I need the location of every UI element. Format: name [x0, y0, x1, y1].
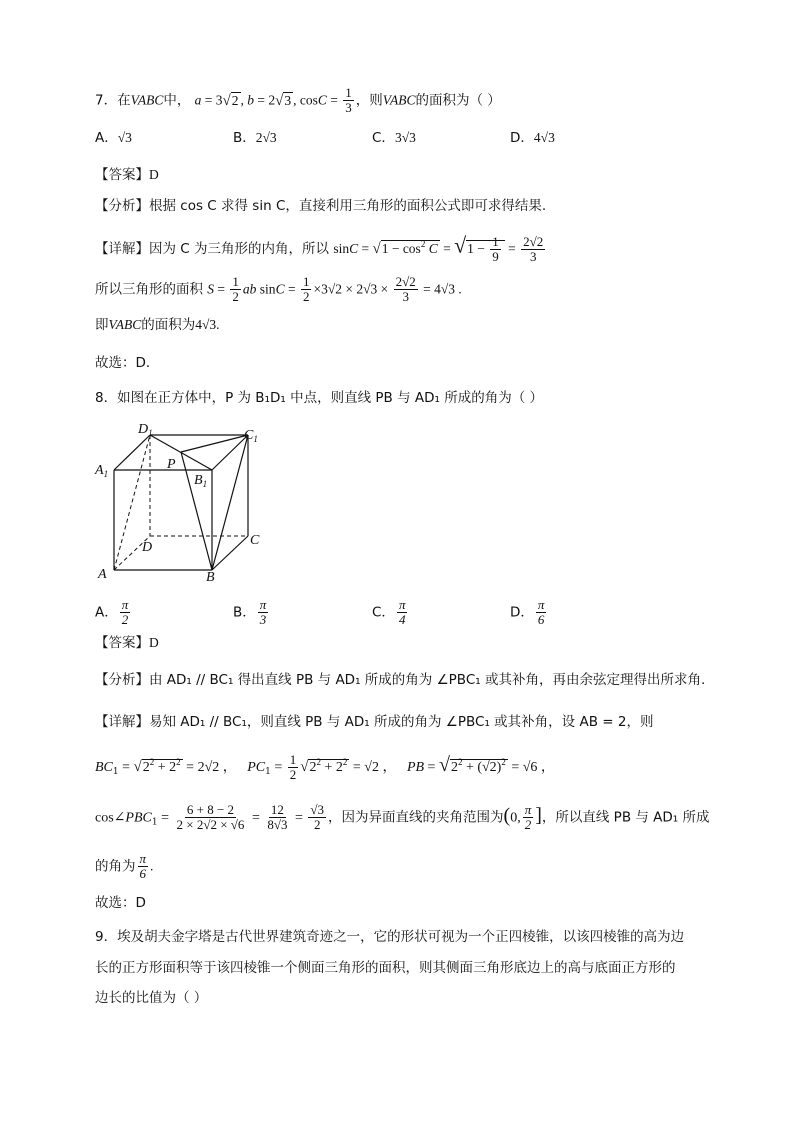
q7-detail-2: 所以三角形的面积 S = $\frac{1}{2}$ ab sinC = $\frac{1}{2}$ ×3√2 × 2√3 × $\frac{2√2}{3}$ = 4√3 . [95, 274, 462, 304]
q8-conclusion: 故选：D [95, 895, 146, 911]
q8-detail-2: $BC_1 = √2^2 + 2^2 = 2√2$ ， $PC_1$ = $\frac{1}{2}$ $√2^2 + 2^2 = √2$ ， PB = $√2^2 + (√2)^2 = √6$ ， [95, 751, 555, 782]
label-d: D [142, 540, 153, 555]
label-p: P [167, 457, 176, 472]
q7-option-c[interactable]: C．3√3 [372, 130, 416, 146]
q7-detail-3: 即VABC的面积为4√3. [95, 317, 220, 333]
q9-line-3: 边长的比值为（ ） [95, 990, 208, 1006]
q8-option-b[interactable]: B． $\frac{\pi}{3}$ [233, 597, 267, 627]
q7-answer: 【答案】D [95, 167, 159, 183]
q8-stem: 8．如图在正方体中，P 为 B₁D₁ 中点，则直线 PB 与 AD₁ 所成的角为（ ） [95, 390, 543, 406]
label-d1: $D_1$ [138, 422, 153, 438]
q8-detail-1: 【详解】易知 AD₁ // BC₁，则直线 PB 与 AD₁ 所成的角为 ∠PBC₁ 或其补角，设 AB = 2，则 [95, 714, 654, 730]
q7-conclusion: 故选：D． [95, 355, 160, 371]
q8-option-a[interactable]: A． $\frac{\pi}{2}$ [95, 597, 129, 627]
label-a1: $A_1$ [95, 463, 109, 479]
label-c1: $C_1$ [244, 428, 258, 444]
q7-option-b[interactable]: B．2√3 [233, 130, 277, 146]
cube-figure [92, 418, 272, 588]
label-b1: $B_1$ [194, 473, 208, 489]
q7-analysis: 【分析】根据 cos C 求得 sin C，直接利用三角形的面积公式即可求得结果. [95, 198, 547, 214]
q8-analysis: 【分析】由 AD₁ // BC₁ 得出直线 PB 与 AD₁ 所成的角为 ∠PBC₁ 或其补角，再由余弦定理得出所求角. [95, 672, 706, 688]
label-c: C [250, 533, 260, 548]
q7-option-d[interactable]: D．4√3 [510, 130, 555, 146]
q8-detail-3: $\cos\angle PBC_1$ = $\frac{6 + 8 - 2}{2 \times 2√2 \times √6}$ = $\frac{12}{8√3}$ = $\frac{√3}{2}$ ，因为异面直线的夹角范围为(0, $\frac{\pi}{2}$ ]，所以直线 PB 与 AD₁ 所成 [95, 802, 710, 832]
q8-answer: 【答案】D [95, 635, 159, 651]
q8-option-c[interactable]: C． $\frac{\pi}{4}$ [372, 597, 406, 627]
q9-line-1: 9．埃及胡夫金字塔是古代世界建筑奇迹之一，它的形状可视为一个正四棱锥，以该四棱锥的高为边 [95, 929, 685, 945]
q7-stem: 7．在VABC中， a = 3√2 , b = 2√3 , cosC = $\frac{1}{3}$ ，则VABC的面积为（ ） [95, 85, 501, 115]
label-a: A [98, 567, 107, 582]
q7-option-a[interactable]: A．√3 [95, 130, 132, 146]
label-b: B [206, 570, 215, 585]
q8-option-d[interactable]: D． $\frac{\pi}{6}$ [510, 597, 545, 627]
q8-detail-4: 的角为 $\frac{\pi}{6}$ . [95, 851, 154, 881]
q7-detail-1: 【详解】因为 C 为三角形的内角，所以 $\sin C = √1 - \cos^2 C = √1$ − $\frac{1}{9}$ = $\frac{2√2}{3}$ [95, 233, 544, 265]
q9-line-2: 长的正方形面积等于该四棱锥一个侧面三角形的面积，则其侧面三角形底边上的高与底面正方形的 [95, 960, 676, 976]
